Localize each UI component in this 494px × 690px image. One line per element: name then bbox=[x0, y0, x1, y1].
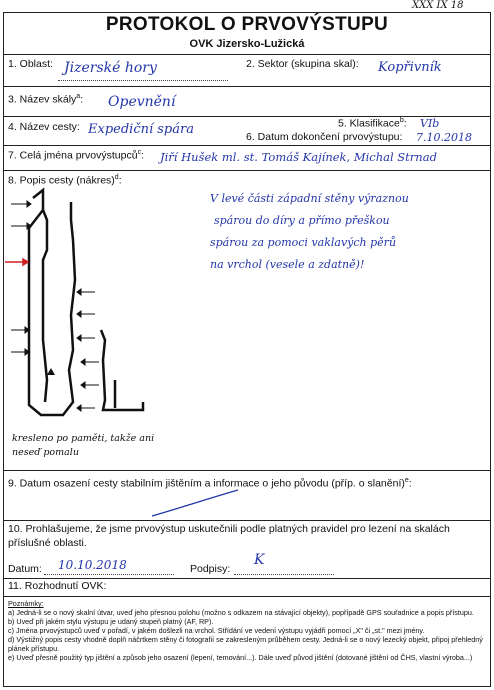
route-description-line: V levé části západní stěny výraznou bbox=[210, 192, 409, 205]
signature-dotline bbox=[234, 574, 334, 575]
divider bbox=[3, 54, 491, 55]
form-subtitle: OVK Jizersko-Lužická bbox=[189, 38, 305, 50]
divider bbox=[3, 145, 491, 146]
datum2-value[interactable]: 10.10.2018 bbox=[58, 558, 127, 572]
notes-title: Poznámky: bbox=[8, 599, 44, 608]
popis-label: 8. Popis cesty (nákres)$^d$: bbox=[8, 174, 122, 187]
sektor-label: 2. Sektor (skupina skal): bbox=[246, 58, 359, 70]
note-item: b) Uveď při jakém stylu výstupu je udaný stupeň platný (AF, RP). bbox=[8, 617, 214, 626]
datum-label: 6. Datum dokončení prvovýstupu: bbox=[246, 131, 403, 143]
datum2-dotline bbox=[44, 574, 174, 575]
rock-inner-line bbox=[43, 210, 47, 402]
notes-block bbox=[8, 599, 484, 662]
sketch-note-line: kresleno po paměti, takže ani bbox=[12, 433, 155, 444]
corner-code: XXX IX 18 bbox=[412, 0, 464, 11]
divider bbox=[3, 520, 491, 521]
klasifikace-value[interactable]: VIb bbox=[420, 117, 440, 130]
route-description bbox=[210, 188, 409, 276]
datum2-label: Datum: bbox=[8, 563, 42, 575]
route-sketch bbox=[3, 180, 163, 440]
note-item: d) Výstižný popis cesty vhodně doplň náčrtkem stěny či fotografií se zakresleným průběhem cesty. Jedná-li se o nový lezecký objekt, připoj přehledný plánek přístupu. bbox=[8, 635, 483, 653]
jisteni-label: 9. Datum osazení cesty stabilním jištěním a informace o jeho původu (příp. o slanění)$^e$: bbox=[8, 477, 412, 490]
divider bbox=[3, 86, 491, 87]
route-description-line: na vrchol (vesele a zdatně)! bbox=[210, 258, 365, 271]
signature[interactable]: K bbox=[254, 552, 265, 568]
divider bbox=[3, 116, 491, 117]
rock-right-block bbox=[101, 330, 143, 410]
sketch-note bbox=[12, 432, 154, 460]
oblast-value[interactable]: Jizerské hory bbox=[64, 60, 157, 76]
route-description-line: spárou za pomoci vaklavých pěrů bbox=[210, 236, 397, 249]
divider bbox=[3, 170, 491, 171]
divider bbox=[3, 596, 491, 597]
oblast-dotline bbox=[58, 80, 228, 81]
divider bbox=[3, 470, 491, 471]
klasifikace-label: 5. Klasifikace$^b$: bbox=[338, 117, 407, 130]
jmena-value[interactable]: Jiří Hušek ml. st. Tomáš Kajínek, Michal Strnad bbox=[160, 150, 437, 164]
note-item: e) Uveď přesně použitý typ jištění a způsob jeho osazení (lepení, temování...). Dále uveď původ jištění (dotované jištění od ČHS, vlastní výroba...) bbox=[8, 653, 473, 662]
note-item: a) Jedná-li se o nový skalní útvar, uveď jeho přesnou polohu (možno s odkazem na stávající objekty), popřípadě GPS souřadnice a popis přístupu. bbox=[8, 608, 474, 617]
sektor-value[interactable]: Kopřivník bbox=[378, 60, 442, 75]
note-item: c) Jména prvovýstupců uveď v pořadí, v jakém došlezli na vrchol. Střídání ve vedení výstupu vyjádři pomocí „X" či „st." mezi jmény. bbox=[8, 626, 425, 635]
form-title: PROTOKOL O PRVOVÝSTUPU bbox=[105, 14, 389, 35]
cesta-label: 4. Název cesty: bbox=[8, 121, 80, 133]
divider bbox=[3, 578, 491, 579]
skala-value[interactable]: Opevnění bbox=[108, 94, 176, 110]
jmena-label: 7. Celá jména prvovýstupců$^c$: bbox=[8, 149, 144, 162]
rozhodnuti-label: 11. Rozhodnutí OVK: bbox=[8, 580, 107, 592]
sketch-note-line: neseď pomalu bbox=[12, 447, 79, 458]
strike-line bbox=[150, 488, 240, 518]
prohlaseni-text: 10. Prohlašujeme, že jsme prvovýstup uskutečnili podle platných pravidel pro lezení na skalách příslušné oblasti. bbox=[8, 523, 450, 549]
route-description-line: spárou do díry a přímo přeškou bbox=[214, 214, 390, 227]
skala-label: 3. Název skály$^a$: bbox=[8, 93, 84, 106]
rock-outline bbox=[29, 190, 75, 415]
oblast-label: 1. Oblast: bbox=[8, 58, 53, 70]
cesta-value[interactable]: Expediční spára bbox=[88, 122, 194, 137]
feature-triangle bbox=[47, 368, 55, 375]
podpisy-label: Podpisy: bbox=[190, 563, 231, 575]
datum-value[interactable]: 7.10.2018 bbox=[416, 131, 472, 144]
